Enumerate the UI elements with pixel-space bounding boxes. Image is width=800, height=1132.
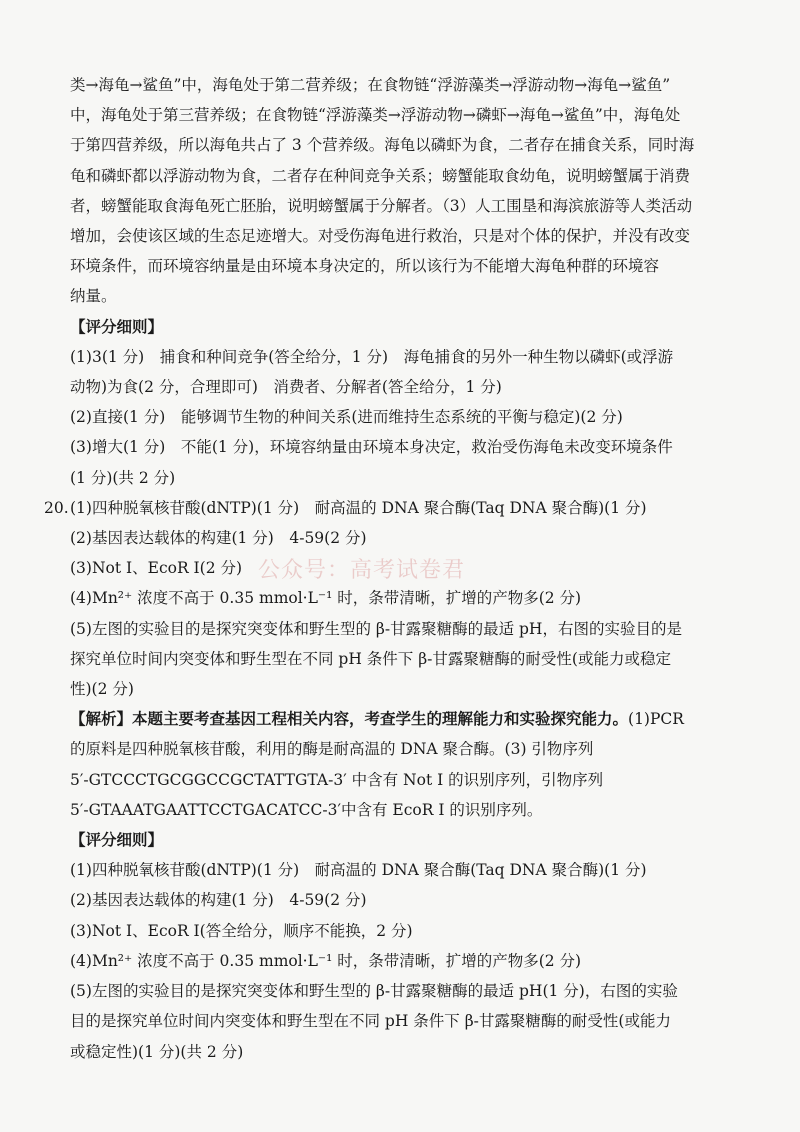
rule-line: (2)直接(1 分) 能够调节生物的种间关系(进而维持生态系统的平衡与稳定)(2 分) <box>70 408 623 427</box>
intro-paragraph <box>70 70 760 312</box>
analysis-line: 5′-GTCCCTGCGGCCGCTATTGTA-3′ 中含有 Not Ⅰ 的识别序列，引物序列 <box>70 770 604 789</box>
answer-line: 性)(2 分) <box>70 680 134 699</box>
analysis-lead: 【解析】本题主要考查基因工程相关内容，考查学生的理解能力和实验探究能力。 <box>70 709 629 729</box>
rule-line: (4)Mn²⁺ 浓度不高于 0.35 mmol·L⁻¹ 时，条带清晰，扩增的产物多(2 分) <box>70 951 582 970</box>
answer-line: (1)四种脱氧核苷酸(dNTP)(1 分) 耐高温的 DNA 聚合酶(Taq DNA 聚合酶)(1 分) <box>70 498 647 517</box>
text-line: 者，螃蟹能取食海龟死亡胚胎，说明螃蟹属于分解者。（3）人工围垦和海滨旅游等人类活动 <box>70 196 693 215</box>
answer-line: 探究单位时间内突变体和野生型在不同 pH 条件下 β-甘露聚糖酶的耐受性(或能力或稳定 <box>70 649 671 668</box>
rule-line: (2)基因表达载体的构建(1 分) 4-59(2 分) <box>70 891 367 910</box>
answer-line: (5)左图的实验目的是探究突变体和野生型的 β-甘露聚糖酶的最适 pH，右图的实验目的是 <box>70 619 682 638</box>
analysis-line: 5′-GTAAATGAATTCCTGACATCC-3′中含有 EcoR Ⅰ 的识别序列。 <box>70 800 543 819</box>
text-line: 增加，会使该区域的生态足迹增大。对受伤海龟进行救治，只是对个体的保护，并没有改变 <box>70 227 691 246</box>
rule-line: (3)增大(1 分) 不能(1 分)，环境容纳量由环境本身决定，救治受伤海龟未改变环境条件 <box>70 438 673 457</box>
question-20-answers <box>44 493 760 704</box>
rule-line: (3)Not Ⅰ、EcoR Ⅰ(答全给分，顺序不能换，2 分) <box>70 921 413 940</box>
answer-line: (4)Mn²⁺ 浓度不高于 0.35 mmol·L⁻¹ 时，条带清晰，扩增的产物多(2 分) <box>70 589 582 608</box>
rule-line: 动物)为食(2 分，合理即可) 消费者、分解者(答全给分，1 分) <box>70 378 502 397</box>
scoring-rules-heading: 【评分细则】 <box>70 316 164 336</box>
rule-line: (1)3(1 分) 捕食和种间竞争(答全给分，1 分) 海龟捕食的另外一种生物以磷虾(或浮游 <box>70 347 674 366</box>
scoring-rules-heading-20: 【评分细则】 <box>70 830 164 850</box>
rule-line: (1 分)(共 2 分) <box>70 468 176 487</box>
rule-line: 或稳定性)(1 分)(共 2 分) <box>70 1042 244 1061</box>
question-number: 20. <box>44 498 69 517</box>
text-line: 龟和磷虾都以浮游动物为食，二者存在种间竞争关系；螃蟹能取食幼龟，说明螃蟹属于消费 <box>70 166 691 185</box>
scoring-rules-20 <box>70 855 760 1066</box>
answer-line: (2)基因表达载体的构建(1 分) 4-59(2 分) <box>70 529 367 548</box>
text-line: 纳量。 <box>70 287 117 306</box>
analysis-text: (1)PCR <box>628 710 684 729</box>
document-page <box>44 0 760 1067</box>
text-line: 于第四营养级，所以海龟共占了 3 个营养级。海龟以磷虾为食，二者存在捕食关系，同时海 <box>70 136 695 155</box>
rule-line: (1)四种脱氧核苷酸(dNTP)(1 分) 耐高温的 DNA 聚合酶(Taq DNA 聚合酶)(1 分) <box>70 861 647 880</box>
text-line: 环境条件，而环境容纳量是由环境本身决定的，所以该行为不能增大海龟种群的环境容 <box>70 257 660 276</box>
analysis-line: 的原料是四种脱氧核苷酸，利用的酶是耐高温的 DNA 聚合酶。(3) 引物序列 <box>70 740 594 759</box>
watermark-text: 公众号：高考试卷君 <box>258 558 466 583</box>
text-line: 类→海龟→鲨鱼”中，海龟处于第二营养级；在食物链“浮游藻类→浮游动物→海龟→鲨鱼” <box>70 76 671 94</box>
rule-line: 目的是探究单位时间内突变体和野生型在不同 pH 条件下 β-甘露聚糖酶的耐受性(或能力 <box>70 1012 671 1031</box>
answer-line: (3)Not Ⅰ、EcoR Ⅰ(2 分) <box>70 559 243 578</box>
rule-line: (5)左图的实验目的是探究突变体和野生型的 β-甘露聚糖酶的最适 pH(1 分)，右图的实验 <box>70 982 678 1001</box>
text-line: 中，海龟处于第三营养级；在食物链“浮游藻类→浮游动物→磷虾→海龟→鲨鱼”中，海龟处 <box>70 106 681 125</box>
scoring-rules-19 <box>70 342 760 493</box>
analysis-paragraph <box>70 704 760 825</box>
